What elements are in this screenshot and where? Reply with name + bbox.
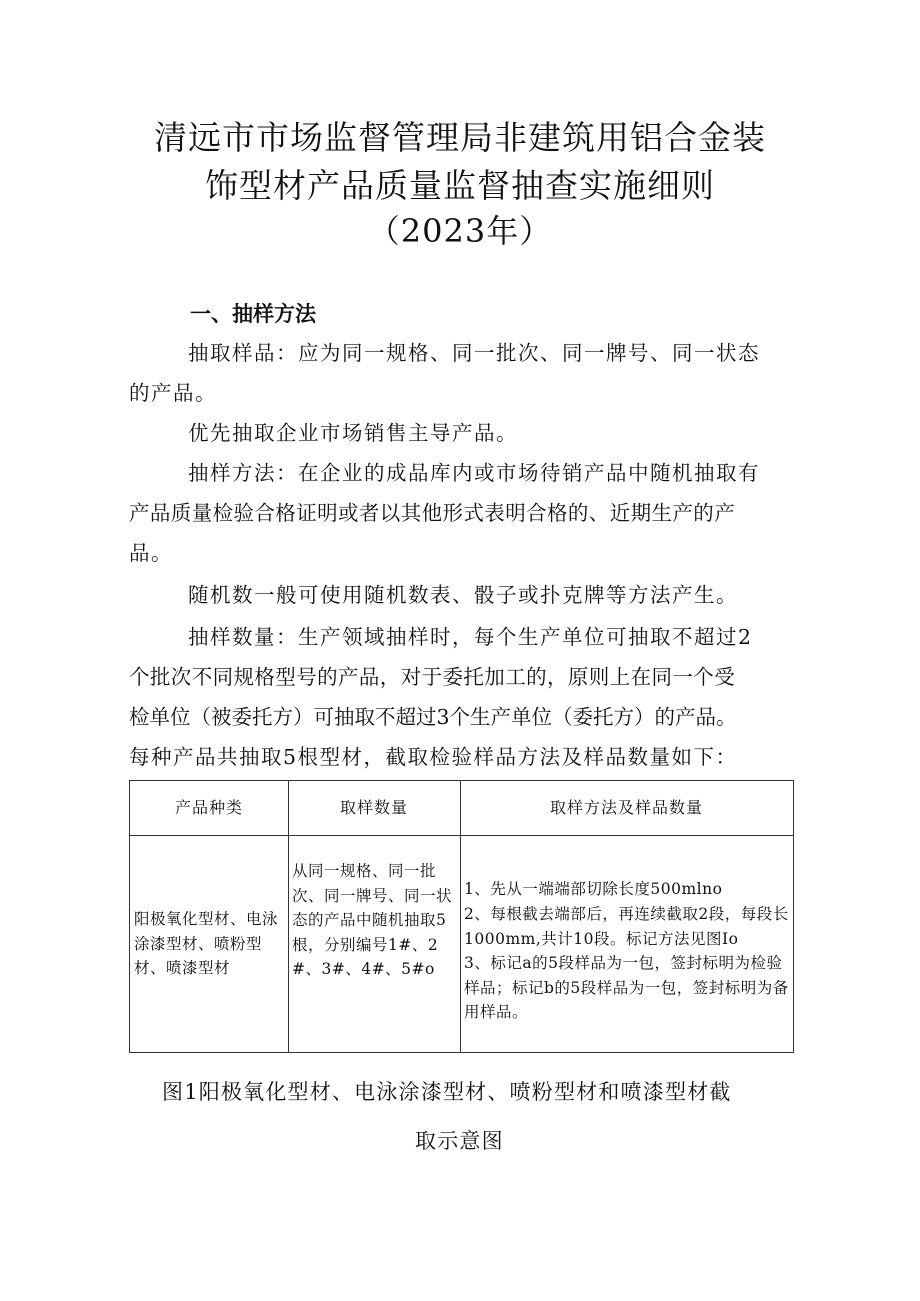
table-cell-method-step-3: 3、标记a的5段样品为一包，签封标明为检验样品；标记b的5段样品为一包，签封标明为备用样品。 xyxy=(464,954,789,1021)
figure-caption-line-2: 取示意图 xyxy=(415,1129,504,1153)
table-cell-method-step-2: 2、每根截去端部后，再连续截取2段，每段长1000mm,共计10段。标记方法见图Io xyxy=(464,905,789,948)
paragraph-line: 抽样方法：在企业的成品库内或市场待销产品中随机抽取有 xyxy=(188,461,760,485)
paragraph-line: 优先抽取企业市场销售主导产品。 xyxy=(188,421,518,445)
table-cell-product-type: 阳极氧化型材、电泳涂漆型材、喷粉型材、喷漆型材 xyxy=(134,910,279,977)
paragraph-line: 抽取样品：应为同一规格、同一批次、同一牌号、同一状态 xyxy=(188,341,760,365)
paragraph-line: 品。 xyxy=(129,541,173,565)
paragraph-line: 检单位（被委托方）可抽取不超过3个生产单位（委托方）的产品。 xyxy=(129,705,737,729)
table-header-sampling-method: 取样方法及样品数量 xyxy=(549,798,703,817)
table-cell-sample-quantity: 从同一规格、同一批次、同一牌号、同一状态的产品中随机抽取5根，分别编号1#、2#、3#、4#、5#o xyxy=(292,862,453,978)
paragraph-line: 产品质量检验合格证明或者以其他形式表明合格的、近期生产的产 xyxy=(129,501,736,525)
table-header-product-type: 产品种类 xyxy=(174,798,243,817)
paragraph-line: 的产品。 xyxy=(129,381,217,405)
figure-caption-line-1: 图1阳极氧化型材、电泳涂漆型材、喷粉型材和喷漆型材截 xyxy=(162,1080,732,1104)
sampling-table xyxy=(129,780,794,1053)
paragraph-line: 每种产品共抽取5根型材，截取检验样品方法及样品数量如下： xyxy=(129,745,738,769)
document-title-line-2: 饰型材产品质量监督抽查实施细则 xyxy=(205,166,715,205)
paragraph-line: 抽样数量：生产领域抽样时，每个生产单位可抽取不超过2 xyxy=(188,625,753,649)
document-title-year: （2023年） xyxy=(367,212,553,250)
document-title-line-1: 清远市市场监督管理局非建筑用铝合金装 xyxy=(154,118,766,157)
paragraph-line: 随机数一般可使用随机数表、骰子或扑克牌等方法产生。 xyxy=(188,583,738,607)
section-heading-sampling-method: 一、抽样方法 xyxy=(190,302,316,326)
table-divider xyxy=(130,835,793,836)
table-cell-method-step-1: 1、先从一端端部切除长度500mlno xyxy=(464,880,723,898)
paragraph-line: 个批次不同规格型号的产品，对于委托加工的，原则上在同一个受 xyxy=(129,665,736,689)
table-header-sample-quantity: 取样数量 xyxy=(339,798,408,817)
